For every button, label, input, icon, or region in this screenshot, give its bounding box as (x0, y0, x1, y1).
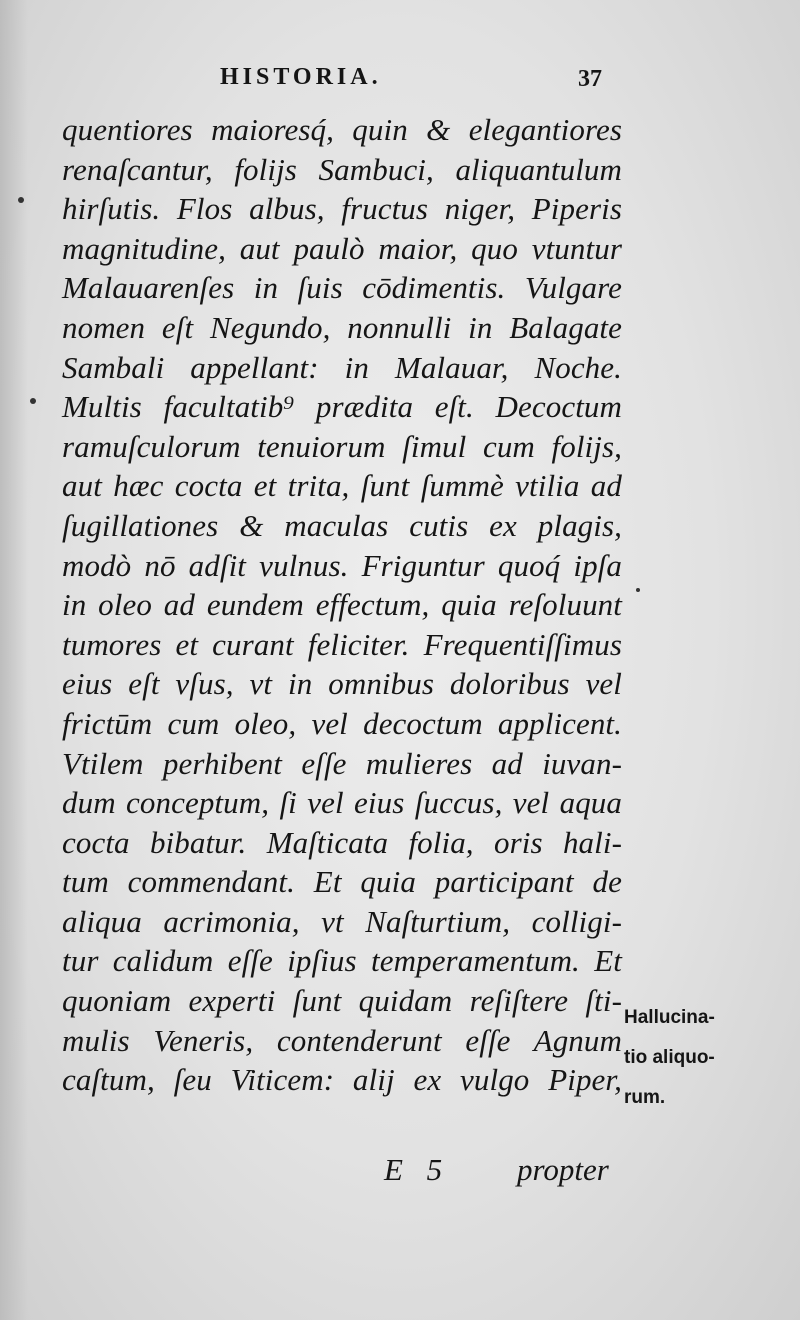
text-line: ſugillationes & maculas cutis ex plagis, (62, 507, 622, 543)
ink-speck (30, 398, 36, 404)
text-line: modò nō adſit vulnus. Friguntur quoq́ ipſa (62, 547, 622, 583)
marginal-note-line: Hallucina- (624, 1007, 715, 1028)
text-line: mulis Veneris, contenderunt eſſe Agnum (62, 1022, 622, 1058)
text-line: dum conceptum, ſi vel eius ſuccus, vel aqua (62, 785, 622, 821)
text-line: Vtilem perhibent eſſe mulieres ad iuvan- (62, 745, 622, 781)
text-line: Multis facultatib⁹ prædita eſt. Decoctum (62, 389, 622, 425)
text-line: tumores et curant feliciter. Frequentiſſimus (62, 626, 622, 662)
text-line: nomen eſt Negundo, nonnulli in Balagate (62, 309, 622, 345)
catchword: propter (517, 1152, 609, 1187)
marginal-note-line: tio aliquo- (624, 1047, 715, 1068)
text-line: Sambali appellant: in Malauar, Noche. (62, 349, 622, 385)
text-line: quentiores maioresq́, quin & elegantiores (62, 112, 622, 147)
text-line: Malauarenſes in ſuis cōdimentis. Vulgare (62, 270, 622, 306)
text-line: eius eſt vſus, vt in omnibus doloribus vel (62, 666, 622, 702)
text-line: magnitudine, aut paulò maior, quo vtuntur (62, 230, 622, 266)
text-line: in oleo ad eundem effectum, quia reſoluunt (62, 587, 622, 623)
text-line: renaſcantur, folijs Sambuci, aliquantulum (62, 151, 622, 187)
signature-mark: E 5 (384, 1152, 451, 1187)
text-line: cocta bibatur. Maſticata folia, oris hali- (62, 824, 622, 860)
text-line: ramuſculorum tenuiorum ſimul cum folijs, (62, 428, 622, 464)
ink-speck (636, 588, 640, 592)
text-line: aut hæc cocta et trita, ſunt ſummè vtilia ad (62, 468, 622, 504)
text-line: caſtum, ſeu Viticem: alij ex vulgo Piper, (62, 1062, 622, 1098)
main-text-block (62, 110, 622, 1100)
ink-speck (18, 197, 24, 203)
text-line: tum commendant. Et quia participant de (62, 864, 622, 900)
footer-line (62, 1152, 622, 1192)
text-line: aliqua acrimonia, vt Naſturtium, colligi- (62, 903, 622, 939)
text-line: hirſutis. Flos albus, fructus niger, Piperis (62, 191, 622, 227)
running-head: HISTORIA. (220, 64, 382, 90)
text-line: frictūm cum oleo, vel decoctum applicent. (62, 705, 622, 741)
page-number: 37 (578, 66, 602, 92)
marginal-note (624, 998, 754, 1118)
text-line: tur calidum eſſe ipſius temperamentum. Et (62, 943, 622, 979)
marginal-note-line: rum. (624, 1087, 666, 1108)
text-line: quoniam experti ſunt quidam reſiſtere ſti- (62, 983, 622, 1019)
